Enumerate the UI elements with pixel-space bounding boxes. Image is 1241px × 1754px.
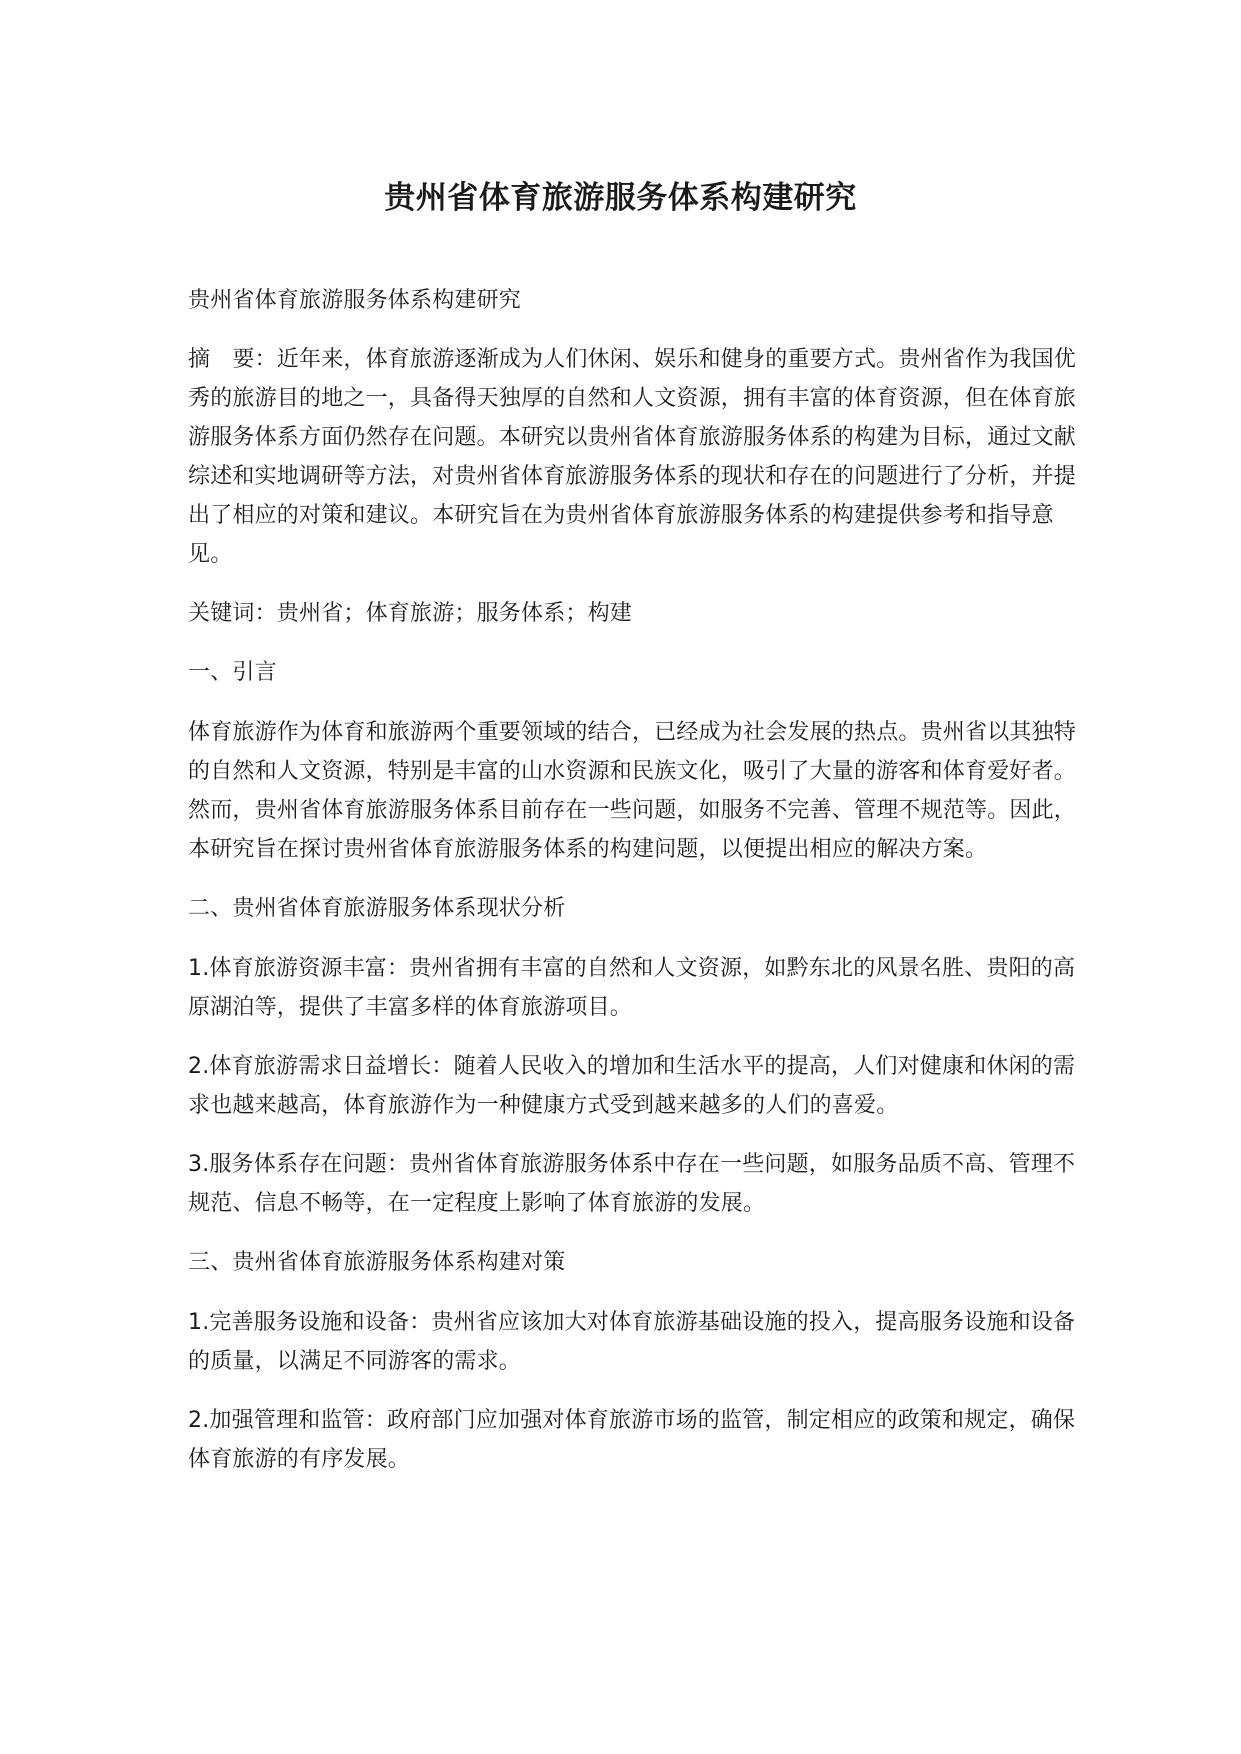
status-item-2: 2.体育旅游需求日益增长：随着人民收入的增加和生活水平的提高，人们对健康和休闲的需求也越来越高，体育旅游作为一种健康方式受到越来越多的人们的喜爱。	[188, 1054, 1076, 1118]
abstract-paragraph: 摘 要：近年来，体育旅游逐渐成为人们休闲、娱乐和健身的重要方式。贵州省作为我国优秀的旅游目的地之一，具备得天独厚的自然和人文资源，拥有丰富的体育资源，但在体育旅游服务体系方面仍然存在问题。本研究以贵州省体育旅游服务体系的构建为目标，通过文献综述和实地调研等方法，对贵州省体育旅游服务体系的现状和存在的问题进行了分析，并提出了相应的对策和建议。本研究旨在为贵州省体育旅游服务体系的构建提供参考和指导意见。	[188, 347, 1077, 567]
keywords-paragraph: 关键词：贵州省；体育旅游；服务体系；构建	[188, 601, 633, 626]
document-body	[188, 281, 1088, 1499]
countermeasure-item-2: 2.加强管理和监管：政府部门应加强对体育旅游市场的监管，制定相应的政策和规定，确保体育旅游的有序发展。	[188, 1408, 1076, 1472]
status-item-3: 3.服务体系存在问题：贵州省体育旅游服务体系中存在一些问题，如服务品质不高、管理不规范、信息不畅等，在一定程度上影响了体育旅游的发展。	[188, 1152, 1076, 1216]
section-heading-introduction: 一、引言	[188, 660, 277, 685]
introduction-paragraph: 体育旅游作为体育和旅游两个重要领域的结合，已经成为社会发展的热点。贵州省以其独特的自然和人文资源，特别是丰富的山水资源和民族文化，吸引了大量的游客和体育爱好者。然而，贵州省体育旅游服务体系目前存在一些问题，如服务不完善、管理不规范等。因此，本研究旨在探讨贵州省体育旅游服务体系的构建问题，以便提出相应的解决方案。	[188, 720, 1077, 862]
status-item-1: 1.体育旅游资源丰富：贵州省拥有丰富的自然和人文资源，如黔东北的风景名胜、贵阳的高原湖泊等，提供了丰富多样的体育旅游项目。	[188, 956, 1076, 1020]
countermeasure-item-1: 1.完善服务设施和设备：贵州省应该加大对体育旅游基础设施的投入，提高服务设施和设备的质量，以满足不同游客的需求。	[188, 1310, 1076, 1374]
subtitle-paragraph: 贵州省体育旅游服务体系构建研究	[188, 288, 522, 313]
document-title: 贵州省体育旅游服务体系构建研究	[384, 180, 857, 216]
section-heading-status-analysis: 二、贵州省体育旅游服务体系现状分析	[188, 896, 566, 921]
section-heading-countermeasures: 三、贵州省体育旅游服务体系构建对策	[188, 1250, 566, 1275]
